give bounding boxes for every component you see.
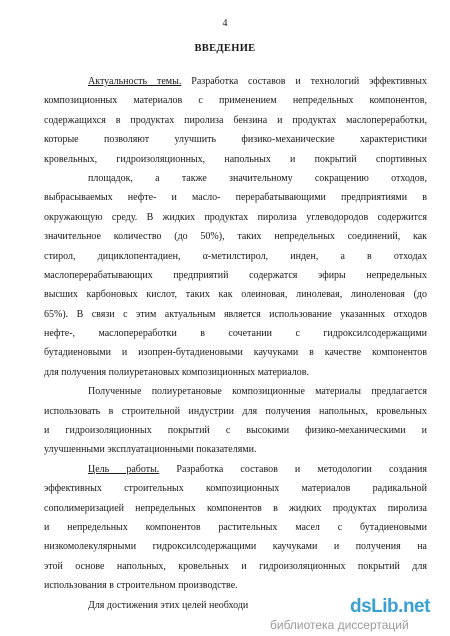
- paragraph-line: выбрасываемых нефте- и масло- перерабатывающими предприятиями в: [44, 192, 427, 204]
- paragraph-line: Цель работы. Разработка составов и методологии создания: [88, 463, 427, 475]
- paragraph-line: значительное количество (до 50%), таких непредельных соединений, как: [44, 231, 427, 243]
- paragraph-line: и гидроизоляционных покрытий с высокими физико-механическими и: [44, 425, 427, 437]
- paragraph-line: 65%). В связи с этим актуальным является использование указанных отходов: [44, 308, 427, 320]
- paragraph-line: нефте-, маслопереработки в сочетании с гидроксилсодержащими: [44, 328, 427, 340]
- paragraph-line: маслоперерабатывающих предприятий содержатся эфиры непредельных: [44, 269, 427, 281]
- paragraph-line: бутадиеновыми и изопрен-бутадиеновыми каучуками в качестве компонентов: [44, 347, 427, 359]
- paragraph-line: улучшенными эксплуатационными показателями.: [44, 444, 257, 456]
- paragraph-line: содержащихся в продуктах пиролиза бензина и продуктах маслопереработки,: [44, 114, 427, 126]
- section-heading: ВВЕДЕНИЕ: [194, 43, 256, 54]
- paragraph-line: Полученные полиуретановые композиционные материалы предлагается: [88, 386, 427, 398]
- paragraph-line: которые позволяют улучшить физико-механические характеристики: [44, 134, 427, 146]
- paragraph-line: площадок, а также значительному сокращению отходов,: [88, 172, 427, 184]
- paragraph-line: стирол, дициклопентадиен, α-метилстирол, инден, а в отходах: [44, 250, 427, 262]
- paragraph-line: для получения полиуретановых композиционных материалов.: [44, 366, 309, 378]
- paragraph-line: кровельных, гидроизоляционных, напольных и покрытий спортивных: [44, 153, 427, 165]
- watermark-subtitle: библиотека диссертаций: [270, 618, 409, 632]
- paragraph-line: сополимеризацией непредельных компонентов в жидких продуктах пиролиза: [44, 502, 427, 514]
- paragraph-line: использования в строительном производстве.: [44, 580, 238, 592]
- watermark-logo: dsLib.net: [350, 596, 430, 617]
- paragraph-line: композиционных материалов с применением непредельных компонентов,: [44, 95, 427, 107]
- paragraph-line: окружающую среду. В жидких продуктах пиролиза углеводородов содержится: [44, 211, 427, 223]
- paragraph-line: Актуальность темы. Разработка составов и технологий эффективных: [88, 76, 427, 87]
- paragraph-line: высших карбоновых кислот, таких как олеиновая, линолевая, линоленовая (до: [44, 289, 427, 301]
- relevance-label: Актуальность темы.: [88, 76, 182, 87]
- paragraph-line: низкомолекулярными гидроксилсодержащими каучуками и получения на: [44, 541, 427, 553]
- document-body: [44, 72, 427, 615]
- page-number: 4: [222, 18, 228, 29]
- goal-label: Цель работы.: [88, 463, 160, 475]
- paragraph-line: этой основе напольных, кровельных и гидроизоляционных покрытий для: [44, 560, 427, 572]
- paragraph-line: эффективных строительных композиционных материалов радикальной: [44, 483, 427, 495]
- paragraph-line: и непредельных компонентов растительных масел с бутадиеновыми: [44, 521, 427, 533]
- paragraph-line: Для достижения этих целей необходи: [88, 599, 249, 611]
- paragraph-line: использовать в строительной индустрии для получения напольных, кровельных: [44, 405, 427, 417]
